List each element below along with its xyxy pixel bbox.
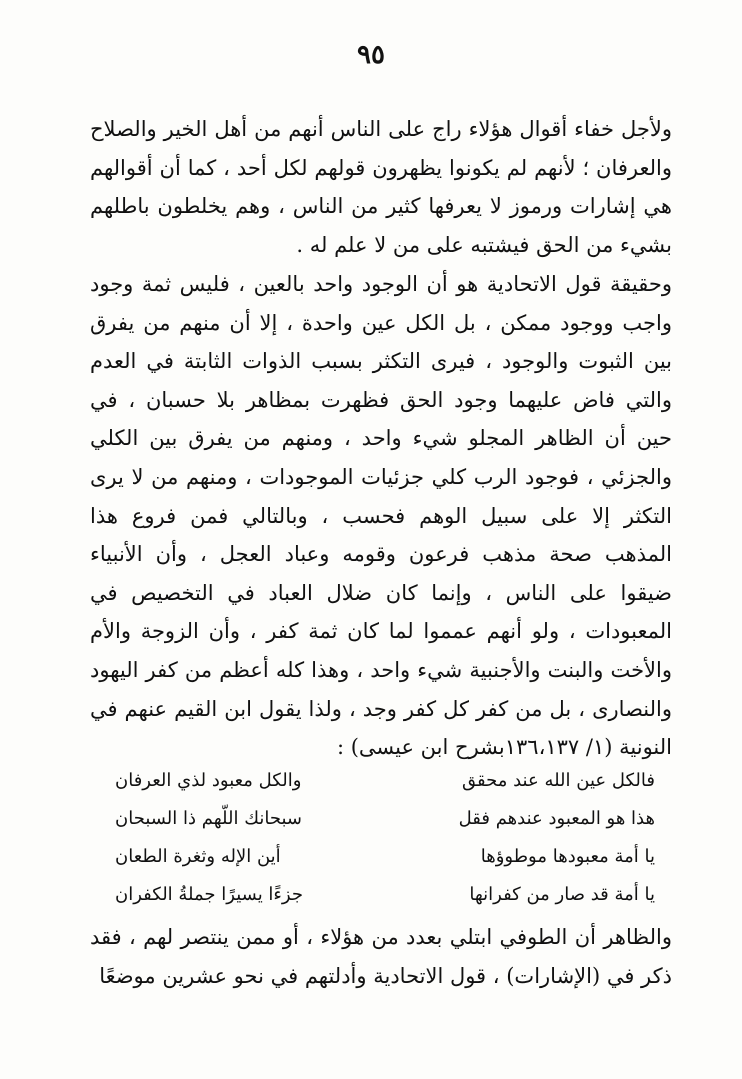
verse-first-hemistich: هذا هو المعبود عندهم فقل [458, 808, 655, 829]
verse-second-hemistich: جزءًا يسيرًا جملةُ الكفران [115, 884, 303, 905]
verse-line [115, 800, 655, 838]
verse-line [115, 838, 655, 876]
verse-first-hemistich: فالكل عين الله عند محقق [462, 770, 655, 791]
verse-second-hemistich: والكل معبود لذي العرفان [115, 770, 302, 791]
poem-verses [115, 762, 655, 914]
paragraph-1: ولأجل خفاء أقوال هؤلاء راج على الناس أنهم من أهل الخير والصلاح والعرفان ؛ لأنهم لم يكونوا يظهرون قولهم لكل أحد ، كما أن أقوالهم هي إشارات ورموز لا يعرفها كثير من الناس ، وهم يخلطون باطلهم بشيء من الحق فيشتبه على من لا علم له . [90, 117, 672, 257]
verse-second-hemistich: أين الإله وثغرة الطعان [115, 846, 281, 867]
paragraph-2: وحقيقة قول الاتحادية هو أن الوجود واحد بالعين ، فليس ثمة وجود واجب ووجود ممكن ، بل الكل عين واحدة ، إلا أن منهم من يفرق بين الثبوت والوجود ، فيرى التكثر بسبب الذوات الثابتة في العدم والتي فاض عليهما وجود الحق فظهرت بمظاهر بلا حسبان ، في حين أن الظاهر المجلو شيء واحد ، ومنهم من يفرق بين الكلي والجزئي ، فوجود الرب كلي جزئيات الموجودات ، ومنهم من لا يرى التكثر إلا على سبيل الوهم فحسب ، وبالتالي فمن فروع هذا المذهب صحة مذهب فرعون وقومه وعباد العجل ، وأن الأنبياء ضيقوا على الناس ، وإنما كان ضلال العباد في التخصيص في المعبودات ، ولو أنهم عمموا لما كان ثمة كفر ، وأن الزوجة والأم والأخت والبنت والأجنبية شيء واحد ، وهذا كله أعظم من كفر اليهود والنصارى ، بل من كفر كل كفر وجد ، ولذا يقول ابن القيم عنهم في النونية (١/ ١٣٦،١٣٧بشرح ابن عيسى) : [90, 272, 672, 760]
verse-second-hemistich: سبحانك اللّهم ذا السبحان [115, 808, 302, 829]
verse-first-hemistich: يا أمة معبودها موطوؤها [480, 846, 655, 867]
verse-first-hemistich: يا أمة قد صار من كفرانها [469, 884, 655, 905]
verse-line [115, 876, 655, 914]
paragraph-3: والظاهر أن الطوفي ابتلي بعدد من هؤلاء ، أو ممن ينتصر لهم ، فقد ذكر في (الإشارات) ، قول الاتحادية وأدلتهم في نحو عشرين موضعًا [90, 925, 672, 988]
page-number: ٩٥ [357, 40, 385, 70]
verse-line [115, 762, 655, 800]
